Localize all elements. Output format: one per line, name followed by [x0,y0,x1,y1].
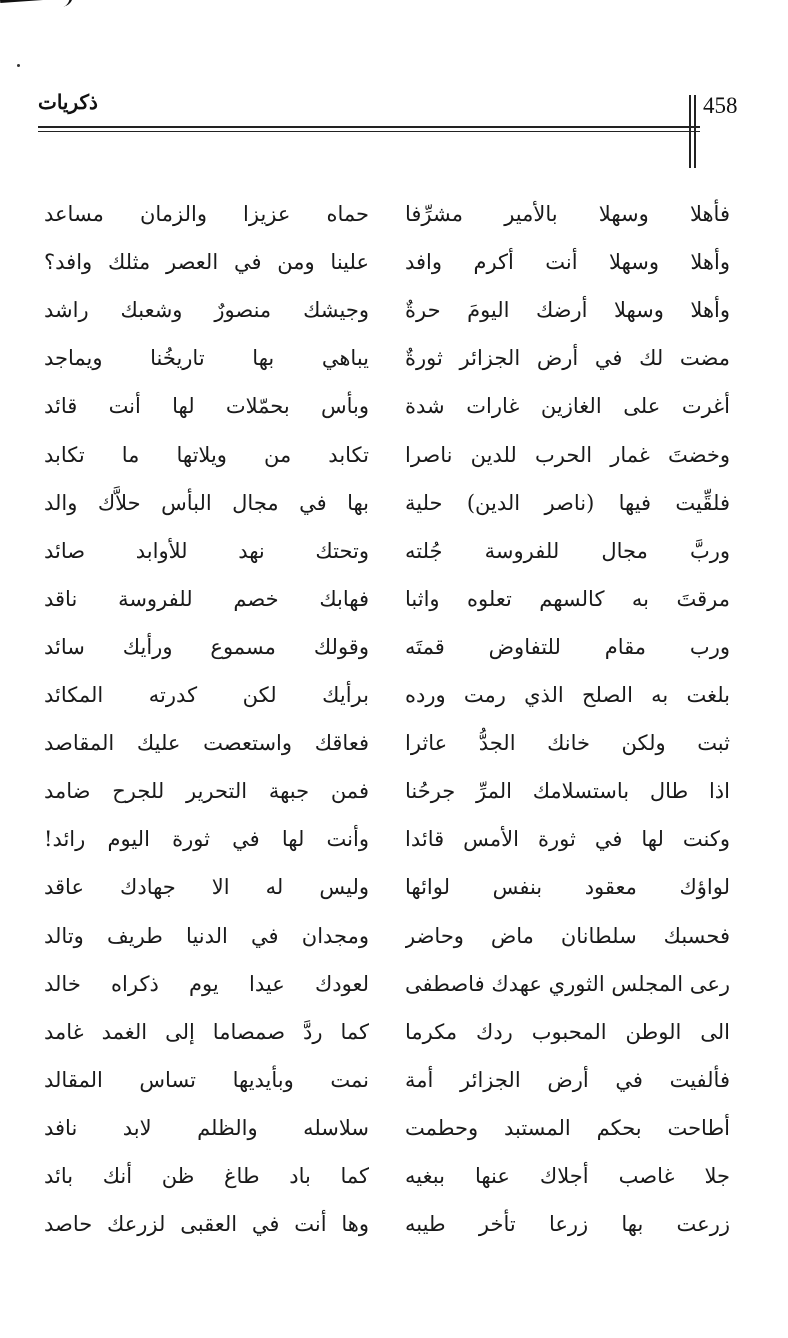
verse-row [0,577,788,621]
verse-row [0,769,788,813]
verse-row [0,481,788,525]
verse-row [0,192,788,236]
verse-row [0,1106,788,1150]
verse-second-hemistich: برأيك لكن كدرته المكائد [44,683,369,707]
page-header [0,0,788,170]
verse-second-hemistich: تكابد من ويلاتها ما تكابد [44,442,369,467]
verse-first-hemistich: رعى المجلس الثوري عهدك فاصطفى [405,971,730,996]
verse-row [0,240,788,284]
verse-first-hemistich: مرقتَ به كالسهم تعلوه واثبا [405,586,730,611]
verse-first-hemistich: جلا غاصب أجلاك عنها ببغيه [405,1164,730,1188]
verse-first-hemistich: بلغت به الصلح الذي رمت ورده [405,683,730,707]
verse-row [0,1058,788,1102]
verse-second-hemistich: نمت وبأيديها تساس المقالد [44,1067,369,1092]
verse-second-hemistich: فعاقك واستعصت عليك المقاصد [44,731,369,756]
verse-first-hemistich: مضت لك في أرض الجزائر ثورةٌ [405,346,730,371]
verse-row [0,336,788,380]
verse-second-hemistich: سلاسله والظلم لابد نافد [44,1115,369,1140]
header-rule [38,126,700,128]
verse-second-hemistich: ومجدان في الدنيا طريف وتالد [44,923,369,948]
verse-second-hemistich: وجيشك منصورٌ وشعبك راشد [44,298,369,323]
verse-first-hemistich: أطاحت بحكم المستبد وحطمت [405,1115,730,1140]
verse-first-hemistich: وأهلا وسهلا أنت أكرم وافد [405,250,730,275]
verse-row [0,865,788,909]
verse-second-hemistich: بها في مجال البأس حلاَّك والد [44,490,369,515]
verse-row [0,288,788,332]
verse-first-hemistich: فأهلا وسهلا بالأمير مشرِّفا [405,202,730,226]
verse-first-hemistich: فلقِّيت فيها (ناصر الدين) حلية [405,490,730,515]
verse-row [0,817,788,861]
verse-row [0,529,788,573]
verse-row [0,1202,788,1246]
page-number: 458 [703,93,738,118]
verse-second-hemistich: كما باد طاغ ظن أنك بائد [44,1164,369,1188]
verse-first-hemistich: الى الوطن المحبوب ردك مكرما [405,1019,730,1044]
verse-first-hemistich: وخضتَ غمار الحرب للدين ناصرا [405,442,730,467]
header-vertical-rule-double [694,95,696,168]
verse-row [0,721,788,765]
verse-row [0,673,788,717]
verse-first-hemistich: ثبت ولكن خانك الجدُّ عاثرا [405,731,730,756]
verse-second-hemistich: فمن جبهة التحرير للجرح ضامد [44,779,369,804]
verse-first-hemistich: لواؤك معقود بنفس لوائها [405,875,730,900]
verse-second-hemistich: علينا ومن في العصر مثلك وافد؟ [44,250,369,275]
verse-second-hemistich: وها أنت في العقبى لزرعك حاصد [44,1212,369,1237]
running-title: ذكريات [38,90,98,114]
verse-first-hemistich: فحسبك سلطانان ماض وحاضر [405,923,730,948]
verse-row [0,1010,788,1054]
verse-row [0,914,788,958]
verse-second-hemistich: وبأس بحمّلات لها أنت قائد [44,394,369,419]
header-vertical-rule [689,95,691,168]
verse-row [0,1154,788,1198]
verse-second-hemistich: وقولك مسموع ورأيك سائد [44,634,369,659]
verse-second-hemistich: وأنت لها في ثورة اليوم رائد! [44,827,369,852]
verse-second-hemistich: كما ردَّ صمصاما إلى الغمد غامد [44,1019,369,1044]
verse-row [0,384,788,428]
verse-second-hemistich: لعودك عيدا يوم ذكراه خالد [44,971,369,996]
verse-first-hemistich: وأهلا وسهلا أرضك اليومَ حرةٌ [405,298,730,323]
verse-second-hemistich: يباهي بها تاريخُنا ويماجد [44,346,369,371]
verse-second-hemistich: وتحتك نهد للأوابد صائد [44,538,369,563]
verse-row [0,625,788,669]
verse-first-hemistich: وربَّ مجال للفروسة جُلته [405,538,730,563]
verse-second-hemistich: فهابك خصم للفروسة ناقد [44,586,369,611]
verse-first-hemistich: زرعت بها زرعا تأخر طيبه [405,1212,730,1237]
verse-first-hemistich: ورب مقام للتفاوض قمتَه [405,634,730,659]
header-rule-double [38,131,700,132]
verse-first-hemistich: فألفيت في أرض الجزائر أمة [405,1067,730,1092]
verse-second-hemistich: وليس له الا جهادك عاقد [44,875,369,900]
verse-first-hemistich: اذا طال باستسلامك المرِّ جرحُنا [405,779,730,804]
verse-row [0,433,788,477]
verse-first-hemistich: أغرت على الغازين غارات شدة [405,394,730,419]
verse-row [0,962,788,1006]
verse-first-hemistich: وكنت لها في ثورة الأمس قائدا [405,827,730,852]
verse-second-hemistich: حماه عزيزا والزمان مساعد [44,202,369,226]
